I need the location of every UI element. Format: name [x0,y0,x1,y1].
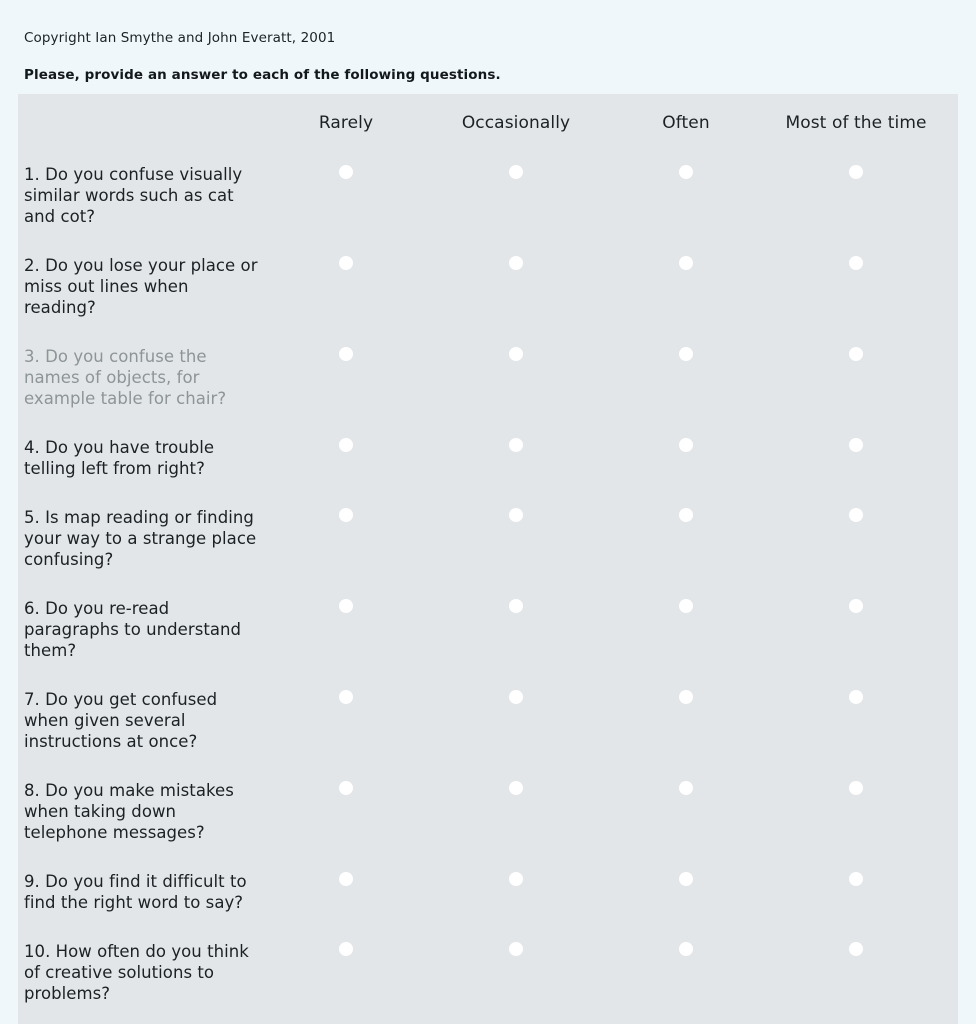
radio-q10-2[interactable] [509,942,523,956]
radio-q4-1[interactable] [339,438,353,452]
radio-q1-1[interactable] [339,165,353,179]
radio-q1-4[interactable] [849,165,863,179]
radio-q9-2[interactable] [509,872,523,886]
radio-q8-3[interactable] [679,781,693,795]
radio-q4-3[interactable] [679,438,693,452]
radio-q3-2[interactable] [509,347,523,361]
question-label-8: 8. Do you make mistakes when taking down telephone messages? [24,781,234,842]
radio-q7-1[interactable] [339,690,353,704]
question-label-1: 1. Do you confuse visually similar words such as cat and cot? [24,165,243,226]
radio-q7-3[interactable] [679,690,693,704]
question-label-7: 7. Do you get confused when given several instructions at once? [24,690,218,751]
radio-q2-4[interactable] [849,256,863,270]
radio-q6-3[interactable] [679,599,693,613]
radio-q10-4[interactable] [849,942,863,956]
question-label-4: 4. Do you have trouble telling left from right? [24,438,215,478]
radio-q2-3[interactable] [679,256,693,270]
question-label-5: 5. Is map reading or finding your way to a strange place confusing? [24,508,257,569]
column-header-4: Most of the time [785,113,927,133]
radio-q10-1[interactable] [339,942,353,956]
instruction-text: Please, provide an answer to each of the following questions. [24,67,501,83]
radio-q3-4[interactable] [849,347,863,361]
question-label-9: 9. Do you find it difficult to find the right word to say? [24,872,247,912]
column-header-1: Rarely [318,113,374,133]
radio-q1-3[interactable] [679,165,693,179]
radio-q5-2[interactable] [509,508,523,522]
radio-q8-2[interactable] [509,781,523,795]
radio-q9-1[interactable] [339,872,353,886]
radio-q1-2[interactable] [509,165,523,179]
radio-q4-2[interactable] [509,438,523,452]
radio-q5-1[interactable] [339,508,353,522]
question-label-10: 10. How often do you think of creative solutions to problems? [24,942,249,1003]
question-label-2: 2. Do you lose your place or miss out lines when reading? [24,256,258,317]
radio-q6-2[interactable] [509,599,523,613]
radio-q4-4[interactable] [849,438,863,452]
radio-q10-3[interactable] [679,942,693,956]
radio-q8-4[interactable] [849,781,863,795]
radio-q8-1[interactable] [339,781,353,795]
question-label-3: 3. Do you confuse the names of objects, for example table for chair? [24,347,227,408]
column-header-2: Occasionally [461,113,571,133]
radio-q2-1[interactable] [339,256,353,270]
radio-q7-4[interactable] [849,690,863,704]
radio-q5-3[interactable] [679,508,693,522]
radio-q7-2[interactable] [509,690,523,704]
question-label-6: 6. Do you re-read paragraphs to understand them? [24,599,242,660]
copyright-notice: Copyright Ian Smythe and John Everatt, 2001 [24,30,336,46]
radio-q9-4[interactable] [849,872,863,886]
radio-q3-1[interactable] [339,347,353,361]
radio-q2-2[interactable] [509,256,523,270]
radio-q6-4[interactable] [849,599,863,613]
radio-q6-1[interactable] [339,599,353,613]
radio-q3-3[interactable] [679,347,693,361]
radio-q9-3[interactable] [679,872,693,886]
radio-q5-4[interactable] [849,508,863,522]
column-header-3: Often [662,113,710,133]
